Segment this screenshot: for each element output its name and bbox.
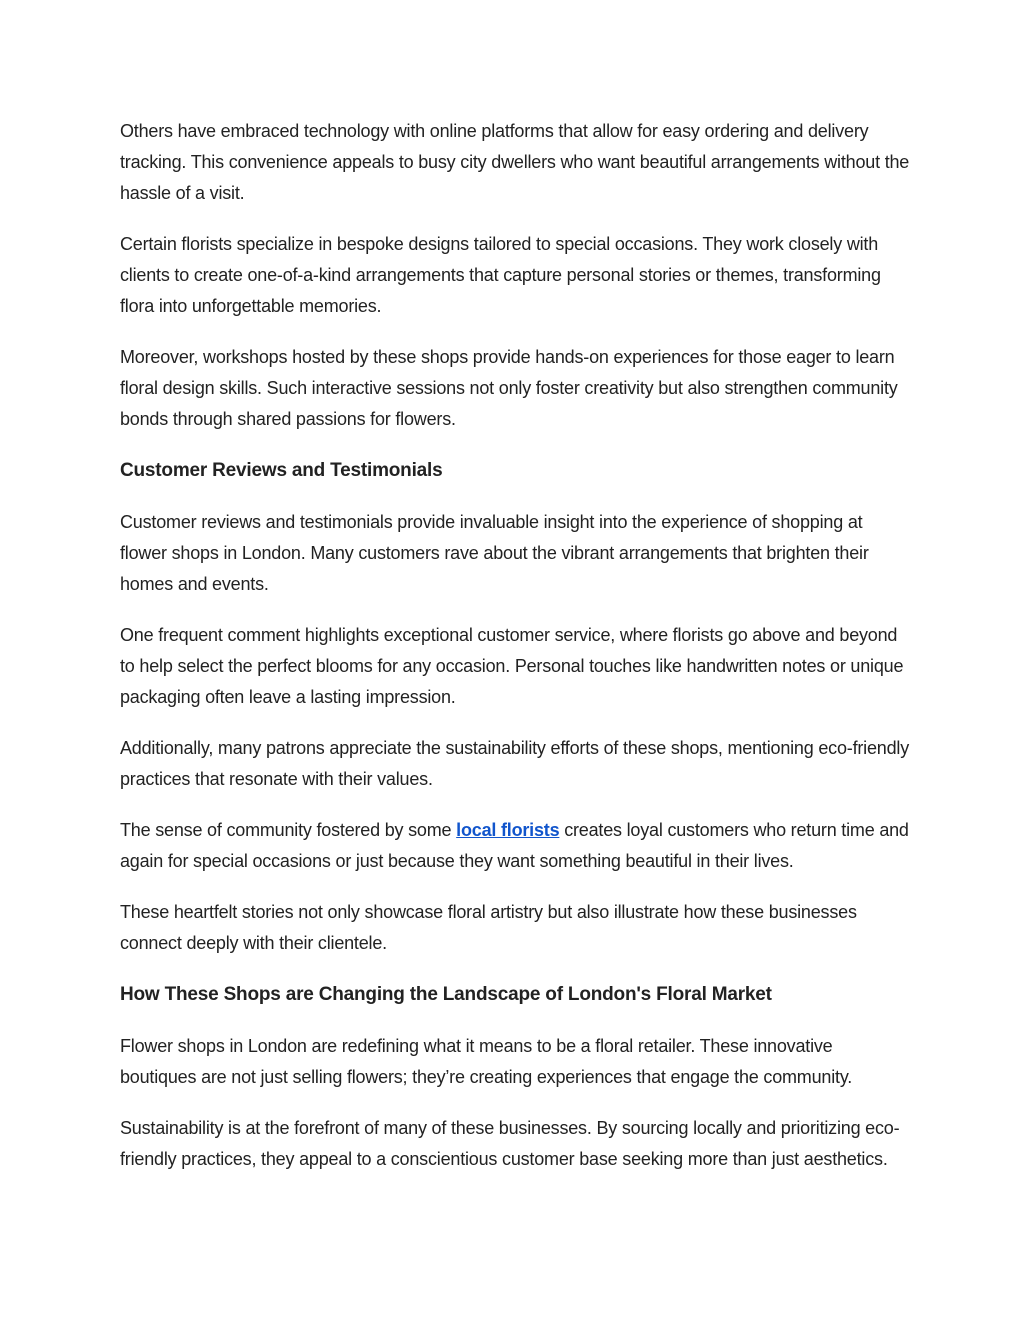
paragraph-online-platforms: Others have embraced technology with online platforms that allow for easy ordering and delivery tracking. This convenience appeals to busy city dwellers who want beautiful arrangements without the hassle of a visit. — [120, 121, 910, 203]
heading-customer-reviews: Customer Reviews and Testimonials — [120, 460, 443, 481]
paragraph-redefining-retail: Flower shops in London are redefining what it means to be a floral retailer. These innovative boutiques are not just selling flowers; they’re creating experiences that engage the community. — [120, 1036, 853, 1087]
paragraph-customer-service: One frequent comment highlights exceptional customer service, where florists go above and beyond to help select the perfect blooms for any occasion. Personal touches like handwritten notes or unique packaging often leave a lasting impression. — [120, 625, 904, 707]
paragraph-community — [120, 815, 910, 877]
paragraph-bespoke-designs: Certain florists specialize in bespoke designs tailored to special occasions. They work closely with clients to create one-of-a-kind arrangements that capture personal stories or themes, transforming flora into unforgettable memories. — [120, 234, 881, 316]
local-florists-link[interactable]: local florists — [456, 820, 560, 840]
paragraph-reviews-insight: Customer reviews and testimonials provide invaluable insight into the experience of shopping at flower shops in London. Many customers rave about the vibrant arrangements that brighten their homes and events. — [120, 512, 869, 594]
paragraph-heartfelt-stories: These heartfelt stories not only showcase floral artistry but also illustrate how these businesses connect deeply with their clientele. — [120, 902, 857, 953]
community-text-after: creates loyal customers who return time and again for special occasions or just because they want something beautiful in their lives. — [120, 820, 909, 871]
heading-floral-market: How These Shops are Changing the Landscape of London's Floral Market — [120, 984, 772, 1005]
document-page — [120, 116, 910, 1195]
paragraph-sustainability-forefront: Sustainability is at the forefront of many of these businesses. By sourcing locally and prioritizing eco-friendly practices, they appeal to a conscientious customer base seeking more than just aesthetics. — [120, 1118, 900, 1169]
paragraph-sustainability-efforts: Additionally, many patrons appreciate the sustainability efforts of these shops, mentioning eco-friendly practices that resonate with their values. — [120, 738, 909, 789]
paragraph-workshops: Moreover, workshops hosted by these shops provide hands-on experiences for those eager to learn floral design skills. Such interactive sessions not only foster creativity but also strengthen community bonds through shared passions for flowers. — [120, 347, 898, 429]
community-text-before: The sense of community fostered by some — [120, 820, 457, 840]
